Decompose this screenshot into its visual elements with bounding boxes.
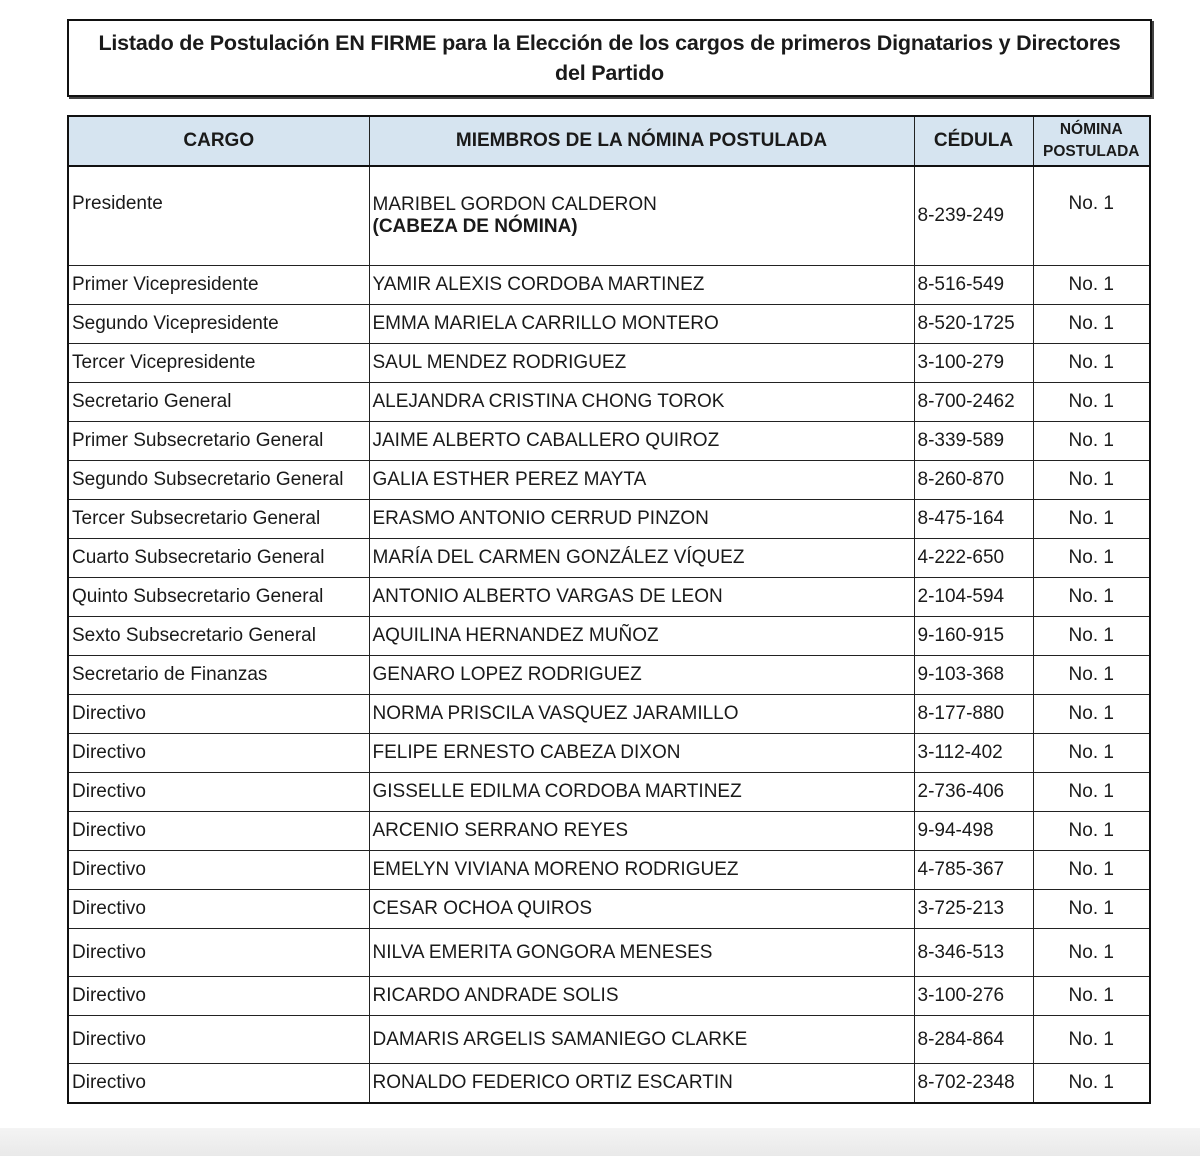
cell-miembro: CESAR OCHOA QUIROS <box>369 890 914 929</box>
cell-cedula: 3-100-279 <box>914 344 1033 383</box>
table-row <box>68 539 1150 578</box>
cell-cargo: Directivo <box>68 851 369 890</box>
cell-cedula: 8-177-880 <box>914 695 1033 734</box>
cell-miembro: NILVA EMERITA GONGORA MENESES <box>369 929 914 977</box>
cell-cedula: 2-736-406 <box>914 773 1033 812</box>
cell-cargo: Directivo <box>68 890 369 929</box>
cell-nomina: No. 1 <box>1033 929 1150 977</box>
header-nomina <box>1033 116 1150 166</box>
header-nomina-line1: NÓMINA <box>1059 121 1123 138</box>
cell-nomina: No. 1 <box>1033 461 1150 500</box>
cell-miembro: EMELYN VIVIANA MORENO RODRIGUEZ <box>369 851 914 890</box>
cell-miembro: ARCENIO SERRANO REYES <box>369 812 914 851</box>
cell-miembro: RONALDO FEDERICO ORTIZ ESCARTIN <box>369 1064 914 1104</box>
document-title <box>67 19 1152 97</box>
cell-cargo: Primer Vicepresidente <box>68 266 369 305</box>
cell-nomina: No. 1 <box>1033 734 1150 773</box>
header-miembros: MIEMBROS DE LA NÓMINA POSTULADA <box>369 116 914 166</box>
cell-miembro: MARÍA DEL CARMEN GONZÁLEZ VÍQUEZ <box>369 539 914 578</box>
cell-cargo: Directivo <box>68 1016 369 1064</box>
cell-miembro: JAIME ALBERTO CABALLERO QUIROZ <box>369 422 914 461</box>
table-row <box>68 890 1150 929</box>
table-row <box>68 929 1150 977</box>
table-row <box>68 851 1150 890</box>
cell-cedula: 3-725-213 <box>914 890 1033 929</box>
page-bottom-edge <box>0 1128 1200 1156</box>
cell-cedula: 4-222-650 <box>914 539 1033 578</box>
cell-cargo: Secretario General <box>68 383 369 422</box>
cell-miembro: ERASMO ANTONIO CERRUD PINZON <box>369 500 914 539</box>
cell-nomina: No. 1 <box>1033 890 1150 929</box>
cell-cargo: Segundo Vicepresidente <box>68 305 369 344</box>
table-row <box>68 305 1150 344</box>
cell-nomina: No. 1 <box>1033 977 1150 1016</box>
title-line-1: Listado de Postulación EN FIRME para la Elección de los cargos de primeros Dignatarios y Directores <box>98 31 1121 55</box>
cell-nomina: No. 1 <box>1033 1064 1150 1104</box>
cell-nomina: No. 1 <box>1033 305 1150 344</box>
cell-cedula: 8-339-589 <box>914 422 1033 461</box>
cell-cedula: 8-702-2348 <box>914 1064 1033 1104</box>
cell-cargo: Directivo <box>68 812 369 851</box>
cell-cedula: 8-346-513 <box>914 929 1033 977</box>
title-line-2: del Partido <box>555 61 664 85</box>
table-row <box>68 695 1150 734</box>
table-row <box>68 500 1150 539</box>
cell-cargo: Tercer Vicepresidente <box>68 344 369 383</box>
cell-cedula: 2-104-594 <box>914 578 1033 617</box>
cabeza-de-nomina-note: (CABEZA DE NÓMINA) <box>372 216 578 237</box>
cell-miembro: RICARDO ANDRADE SOLIS <box>369 977 914 1016</box>
cell-nomina: No. 1 <box>1033 344 1150 383</box>
cell-miembro <box>369 166 914 266</box>
table-row <box>68 1016 1150 1064</box>
cell-nomina: No. 1 <box>1033 851 1150 890</box>
cell-miembro: GISSELLE EDILMA CORDOBA MARTINEZ <box>369 773 914 812</box>
cell-cedula: 8-700-2462 <box>914 383 1033 422</box>
table-row <box>68 383 1150 422</box>
cell-nomina: No. 1 <box>1033 266 1150 305</box>
header-cedula: CÉDULA <box>914 116 1033 166</box>
cell-cargo: Primer Subsecretario General <box>68 422 369 461</box>
cell-cargo: Presidente <box>68 166 369 266</box>
cell-nomina: No. 1 <box>1033 812 1150 851</box>
cell-cargo: Directivo <box>68 929 369 977</box>
cell-miembro: YAMIR ALEXIS CORDOBA MARTINEZ <box>369 266 914 305</box>
cell-cedula: 8-284-864 <box>914 1016 1033 1064</box>
cell-cedula: 8-475-164 <box>914 500 1033 539</box>
cell-nomina: No. 1 <box>1033 539 1150 578</box>
table-row <box>68 344 1150 383</box>
table-row <box>68 422 1150 461</box>
table-row <box>68 578 1150 617</box>
cell-cargo: Sexto Subsecretario General <box>68 617 369 656</box>
header-cargo: CARGO <box>68 116 369 166</box>
cell-nomina: No. 1 <box>1033 1016 1150 1064</box>
cell-cargo: Segundo Subsecretario General <box>68 461 369 500</box>
table-row <box>68 461 1150 500</box>
cell-nomina: No. 1 <box>1033 578 1150 617</box>
nomination-table <box>67 115 1151 1104</box>
cell-cedula: 9-94-498 <box>914 812 1033 851</box>
cell-cedula: 3-112-402 <box>914 734 1033 773</box>
cell-cargo: Directivo <box>68 1064 369 1104</box>
cell-miembro: DAMARIS ARGELIS SAMANIEGO CLARKE <box>369 1016 914 1064</box>
table-row <box>68 656 1150 695</box>
cell-miembro: AQUILINA HERNANDEZ MUÑOZ <box>369 617 914 656</box>
cell-miembro: SAUL MENDEZ RODRIGUEZ <box>369 344 914 383</box>
table-row <box>68 773 1150 812</box>
cell-miembro: NORMA PRISCILA VASQUEZ JARAMILLO <box>369 695 914 734</box>
cell-cedula: 8-520-1725 <box>914 305 1033 344</box>
table-row <box>68 977 1150 1016</box>
cell-cedula: 8-260-870 <box>914 461 1033 500</box>
cell-miembro: EMMA MARIELA CARRILLO MONTERO <box>369 305 914 344</box>
cell-cedula: 8-516-549 <box>914 266 1033 305</box>
cell-cargo: Secretario de Finanzas <box>68 656 369 695</box>
member-name: MARIBEL GORDON CALDERON <box>372 194 657 215</box>
cell-miembro: ANTONIO ALBERTO VARGAS DE LEON <box>369 578 914 617</box>
cell-cedula: 9-103-368 <box>914 656 1033 695</box>
table-header-row <box>68 116 1150 166</box>
cell-nomina: No. 1 <box>1033 500 1150 539</box>
table-row <box>68 1064 1150 1104</box>
cell-cargo: Directivo <box>68 695 369 734</box>
table-row <box>68 266 1150 305</box>
cell-miembro: FELIPE ERNESTO CABEZA DIXON <box>369 734 914 773</box>
cell-cargo: Directivo <box>68 734 369 773</box>
cell-miembro: ALEJANDRA CRISTINA CHONG TOROK <box>369 383 914 422</box>
cell-nomina: No. 1 <box>1033 383 1150 422</box>
cell-nomina: No. 1 <box>1033 656 1150 695</box>
cell-cedula: 3-100-276 <box>914 977 1033 1016</box>
cell-cargo: Quinto Subsecretario General <box>68 578 369 617</box>
cell-cedula: 4-785-367 <box>914 851 1033 890</box>
cell-cargo: Directivo <box>68 977 369 1016</box>
cell-cedula: 8-239-249 <box>914 166 1033 266</box>
table-row <box>68 812 1150 851</box>
cell-cedula: 9-160-915 <box>914 617 1033 656</box>
table-row <box>68 617 1150 656</box>
header-nomina-line2: POSTULADA <box>1043 143 1140 160</box>
cell-nomina: No. 1 <box>1033 695 1150 734</box>
cell-miembro: GALIA ESTHER PEREZ MAYTA <box>369 461 914 500</box>
cell-cargo: Directivo <box>68 773 369 812</box>
table-row <box>68 166 1150 266</box>
cell-cargo: Cuarto Subsecretario General <box>68 539 369 578</box>
cell-miembro: GENARO LOPEZ RODRIGUEZ <box>369 656 914 695</box>
cell-nomina: No. 1 <box>1033 422 1150 461</box>
cell-cargo: Tercer Subsecretario General <box>68 500 369 539</box>
cell-nomina: No. 1 <box>1033 617 1150 656</box>
cell-nomina: No. 1 <box>1033 166 1150 266</box>
table-row <box>68 734 1150 773</box>
cell-nomina: No. 1 <box>1033 773 1150 812</box>
